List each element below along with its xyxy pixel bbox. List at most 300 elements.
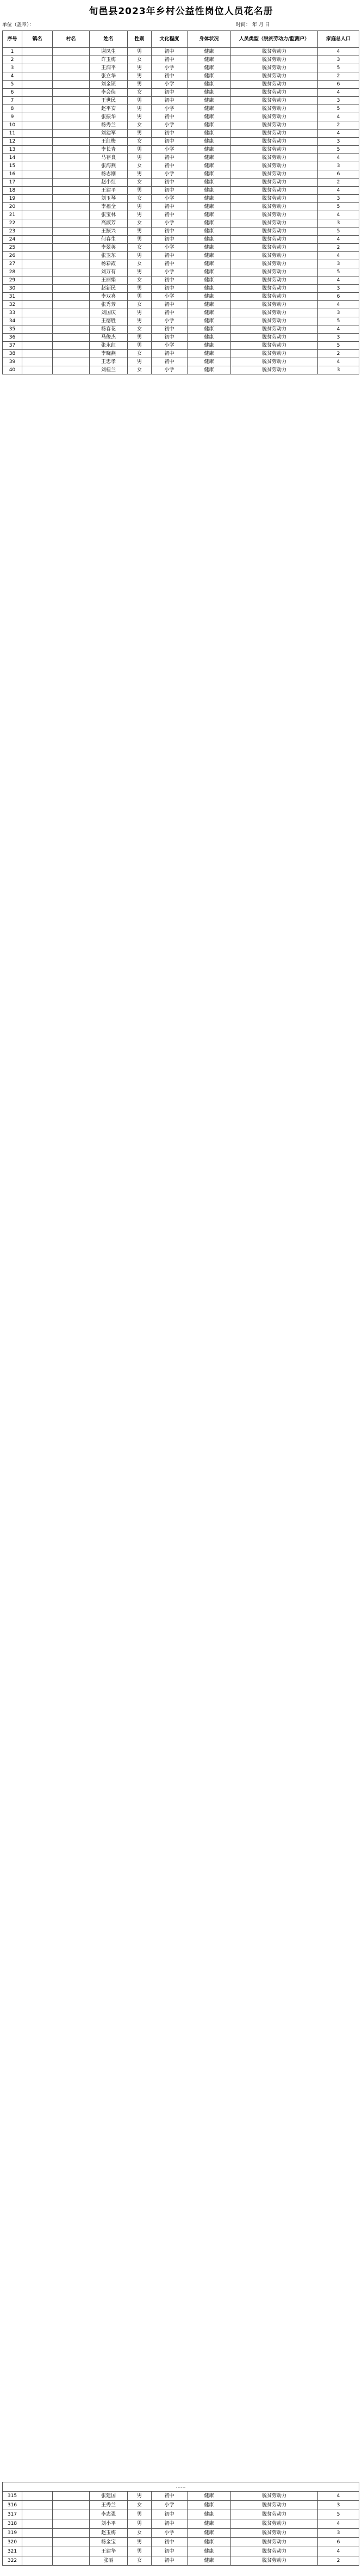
- cell-no: 27: [3, 260, 22, 268]
- cell-no: 26: [3, 252, 22, 260]
- cell-family: 4: [318, 301, 359, 309]
- cell-no: 9: [3, 113, 22, 121]
- cell-sex: 男: [128, 236, 152, 244]
- cell-town: [22, 260, 53, 268]
- table-row: [3, 130, 359, 138]
- cell-no: 17: [3, 179, 22, 187]
- cell-sex: 男: [128, 187, 152, 195]
- cell-no: 24: [3, 236, 22, 244]
- cell-name: 杨秀兰: [90, 121, 128, 130]
- cell-health: 健康: [188, 179, 231, 187]
- table-row: [3, 195, 359, 203]
- cell-edu: 初中: [152, 130, 188, 138]
- cell-type: 脱贫劳动力: [231, 2547, 318, 2556]
- cell-town: [22, 285, 53, 293]
- cell-family: 2: [318, 350, 359, 358]
- cell-health: 健康: [188, 56, 231, 64]
- cell-village: [53, 350, 90, 358]
- cell-village: [53, 154, 90, 162]
- cell-name: 李翠英: [90, 244, 128, 252]
- table-row: [3, 154, 359, 162]
- cell-sex: 男: [128, 203, 152, 211]
- cell-town: [22, 358, 53, 366]
- cell-edu: 初中: [152, 2547, 188, 2556]
- cell-edu: 初中: [152, 358, 188, 366]
- cell-type: 脱贫劳动力: [231, 366, 318, 374]
- cell-sex: 男: [128, 358, 152, 366]
- cell-family: 4: [318, 113, 359, 121]
- cell-no: 32: [3, 301, 22, 309]
- cell-village: [53, 2519, 90, 2529]
- cell-town: [22, 268, 53, 276]
- cell-health: 健康: [188, 195, 231, 203]
- cell-no: 2: [3, 56, 22, 64]
- cell-family: 4: [318, 2519, 359, 2529]
- cell-edu: 初中: [152, 334, 188, 342]
- table-row: [3, 89, 359, 97]
- cell-no: 6: [3, 89, 22, 97]
- cell-edu: 初中: [152, 276, 188, 285]
- cell-edu: 初中: [152, 187, 188, 195]
- cell-name: 杨志刚: [90, 170, 128, 179]
- cell-village: [53, 301, 90, 309]
- table-row: [3, 2519, 359, 2529]
- cell-family: 3: [318, 309, 359, 317]
- cell-edu: 小学: [152, 2501, 188, 2510]
- cell-family: 4: [318, 325, 359, 334]
- cell-edu: 初中: [152, 211, 188, 219]
- cell-type: 脱贫劳动力: [231, 276, 318, 285]
- cell-family: 5: [318, 64, 359, 72]
- cell-name: 张丽: [90, 2556, 128, 2566]
- cell-family: 3: [318, 260, 359, 268]
- cell-health: 健康: [188, 138, 231, 146]
- cell-village: [53, 179, 90, 187]
- cell-sex: 女: [128, 195, 152, 203]
- cell-edu: 初中: [152, 236, 188, 244]
- cell-type: 脱贫劳动力: [231, 203, 318, 211]
- table-row: [3, 228, 359, 236]
- cell-health: 健康: [188, 72, 231, 81]
- cell-town: [22, 154, 53, 162]
- cell-village: [53, 309, 90, 317]
- cell-health: 健康: [188, 317, 231, 325]
- cell-health: 健康: [188, 228, 231, 236]
- cell-health: 健康: [188, 342, 231, 350]
- cell-type: 脱贫劳动力: [231, 64, 318, 72]
- cell-village: [53, 325, 90, 334]
- cell-sex: 男: [128, 81, 152, 89]
- cell-edu: 初中: [152, 113, 188, 121]
- cell-town: [22, 350, 53, 358]
- cell-sex: 男: [128, 113, 152, 121]
- cell-name: 张建国: [90, 2492, 128, 2501]
- cell-town: [22, 236, 53, 244]
- cell-family: 2: [318, 121, 359, 130]
- table-row: [3, 2501, 359, 2510]
- cell-name: 谢凤生: [90, 48, 128, 56]
- cell-family: 3: [318, 366, 359, 374]
- cell-health: 健康: [188, 350, 231, 358]
- cell-edu: 初中: [152, 309, 188, 317]
- cell-no: 28: [3, 268, 22, 276]
- cell-edu: 小学: [152, 170, 188, 179]
- cell-town: [22, 72, 53, 81]
- cell-no: 35: [3, 325, 22, 334]
- cell-type: 脱贫劳动力: [231, 72, 318, 81]
- cell-name: 许玉梅: [90, 56, 128, 64]
- cell-sex: 男: [128, 342, 152, 350]
- cell-type: 脱贫劳动力: [231, 260, 318, 268]
- cell-name: 马俊杰: [90, 334, 128, 342]
- cell-village: [53, 252, 90, 260]
- cell-edu: 初中: [152, 285, 188, 293]
- cell-village: [53, 97, 90, 105]
- cell-health: 健康: [188, 260, 231, 268]
- cell-village: [53, 195, 90, 203]
- cell-health: 健康: [188, 293, 231, 301]
- table-row: [3, 366, 359, 374]
- cell-type: 脱贫劳动力: [231, 2519, 318, 2529]
- cell-no: 11: [3, 130, 22, 138]
- cell-health: 健康: [188, 2556, 231, 2566]
- cell-family: 6: [318, 81, 359, 89]
- cell-sex: 男: [128, 2492, 152, 2501]
- cell-health: 健康: [188, 211, 231, 219]
- cell-town: [22, 2556, 53, 2566]
- cell-village: [53, 146, 90, 154]
- cell-town: [22, 252, 53, 260]
- table-row: [3, 187, 359, 195]
- cell-type: 脱贫劳动力: [231, 121, 318, 130]
- cell-family: 6: [318, 2538, 359, 2547]
- cell-type: 脱贫劳动力: [231, 48, 318, 56]
- cell-sex: 女: [128, 2556, 152, 2566]
- cell-edu: 初中: [152, 2538, 188, 2547]
- cell-edu: 小学: [152, 195, 188, 203]
- cell-village: [53, 2510, 90, 2519]
- cell-sex: 男: [128, 268, 152, 276]
- cell-type: 脱贫劳动力: [231, 285, 318, 293]
- cell-edu: 初中: [152, 138, 188, 146]
- table-row: [3, 146, 359, 154]
- cell-sex: 女: [128, 301, 152, 309]
- cell-town: [22, 325, 53, 334]
- cell-sex: 女: [128, 89, 152, 97]
- cell-sex: 男: [128, 154, 152, 162]
- cell-family: 4: [318, 2492, 359, 2501]
- cell-village: [53, 89, 90, 97]
- cell-village: [53, 187, 90, 195]
- cell-name: 李会侠: [90, 89, 128, 97]
- table-row: [3, 2529, 359, 2538]
- cell-village: [53, 2556, 90, 2566]
- cell-health: 健康: [188, 48, 231, 56]
- cell-family: 3: [318, 2501, 359, 2510]
- cell-name: 杨春花: [90, 325, 128, 334]
- cell-family: 4: [318, 252, 359, 260]
- header-sex: 性别: [128, 31, 152, 48]
- cell-sex: 女: [128, 138, 152, 146]
- cell-edu: 小学: [152, 64, 188, 72]
- cell-town: [22, 138, 53, 146]
- cell-sex: 女: [128, 325, 152, 334]
- cell-sex: 女: [128, 260, 152, 268]
- cell-no: 8: [3, 105, 22, 113]
- cell-family: 4: [318, 187, 359, 195]
- cell-family: 3: [318, 195, 359, 203]
- cell-health: 健康: [188, 81, 231, 89]
- cell-village: [53, 2538, 90, 2547]
- cell-type: 脱贫劳动力: [231, 195, 318, 203]
- cell-name: 赵玉梅: [90, 2529, 128, 2538]
- cell-sex: 男: [128, 317, 152, 325]
- cell-town: [22, 56, 53, 64]
- header-no: 序号: [3, 31, 22, 48]
- cell-village: [53, 2501, 90, 2510]
- cell-edu: 初中: [152, 2556, 188, 2566]
- cell-village: [53, 342, 90, 350]
- table-row: [3, 81, 359, 89]
- cell-no: 39: [3, 358, 22, 366]
- table-row: [3, 358, 359, 366]
- cell-family: 4: [318, 2547, 359, 2556]
- cell-no: 4: [3, 72, 22, 81]
- cell-edu: 初中: [152, 89, 188, 97]
- cell-name: 王建华: [90, 2547, 128, 2556]
- cell-name: 李福全: [90, 203, 128, 211]
- cell-health: 健康: [188, 285, 231, 293]
- table-row: [3, 285, 359, 293]
- cell-town: [22, 187, 53, 195]
- cell-sex: 男: [128, 146, 152, 154]
- cell-health: 健康: [188, 2501, 231, 2510]
- cell-no: 22: [3, 219, 22, 228]
- header-type: 人员类型（脱贫劳动力/监测户）: [231, 31, 318, 48]
- cell-village: [53, 244, 90, 252]
- cell-village: [53, 285, 90, 293]
- cell-sex: 男: [128, 97, 152, 105]
- cell-edu: 小学: [152, 121, 188, 130]
- cell-village: [53, 268, 90, 276]
- table-row: [3, 97, 359, 105]
- cell-town: [22, 244, 53, 252]
- table-row: [3, 309, 359, 317]
- cell-family: 4: [318, 236, 359, 244]
- cell-edu: 初中: [152, 48, 188, 56]
- cell-type: 脱贫劳动力: [231, 130, 318, 138]
- cell-type: 脱贫劳动力: [231, 325, 318, 334]
- cell-village: [53, 260, 90, 268]
- cell-health: 健康: [188, 276, 231, 285]
- cell-type: 脱贫劳动力: [231, 268, 318, 276]
- cell-town: [22, 2529, 53, 2538]
- header-family: 家庭总人口: [318, 31, 359, 48]
- table-row: [3, 2510, 359, 2519]
- cell-family: 3: [318, 56, 359, 64]
- cell-edu: 初中: [152, 203, 188, 211]
- cell-type: 脱贫劳动力: [231, 146, 318, 154]
- cell-town: [22, 342, 53, 350]
- cell-sex: 女: [128, 121, 152, 130]
- cell-type: 脱贫劳动力: [231, 211, 318, 219]
- cell-no: 319: [3, 2529, 22, 2538]
- cell-family: 5: [318, 317, 359, 325]
- cell-town: [22, 366, 53, 374]
- cell-family: 4: [318, 89, 359, 97]
- cell-sex: 男: [128, 211, 152, 219]
- cell-edu: 小学: [152, 366, 188, 374]
- cell-village: [53, 293, 90, 301]
- cell-name: 李志强: [90, 2510, 128, 2519]
- cell-edu: 小学: [152, 2529, 188, 2538]
- cell-sex: 男: [128, 334, 152, 342]
- cell-health: 健康: [188, 268, 231, 276]
- cell-town: [22, 334, 53, 342]
- table-row: [3, 211, 359, 219]
- cell-town: [22, 195, 53, 203]
- table-row: [3, 244, 359, 252]
- cell-village: [53, 2492, 90, 2501]
- table-row: [3, 334, 359, 342]
- table-header-row: [3, 31, 359, 48]
- table-tail-body: [3, 2482, 359, 2566]
- cell-town: [22, 317, 53, 325]
- cell-type: 脱贫劳动力: [231, 342, 318, 350]
- cell-type: 脱贫劳动力: [231, 2510, 318, 2519]
- cell-town: [22, 64, 53, 72]
- cell-type: 脱贫劳动力: [231, 162, 318, 170]
- cell-name: 赵小红: [90, 179, 128, 187]
- cell-family: 3: [318, 162, 359, 170]
- table-row: [3, 2492, 359, 2501]
- cell-type: 脱贫劳动力: [231, 244, 318, 252]
- cell-health: 健康: [188, 219, 231, 228]
- cell-sex: 男: [128, 105, 152, 113]
- cell-name: 王润平: [90, 64, 128, 72]
- cell-edu: 初中: [152, 162, 188, 170]
- table-row: [3, 105, 359, 113]
- cell-village: [53, 236, 90, 244]
- cell-no: 322: [3, 2556, 22, 2566]
- cell-name: 王丽娟: [90, 276, 128, 285]
- cell-family: 5: [318, 342, 359, 350]
- table-row: [3, 252, 359, 260]
- cell-type: 脱贫劳动力: [231, 334, 318, 342]
- cell-family: 3: [318, 97, 359, 105]
- cell-no: 19: [3, 195, 22, 203]
- cell-name: 王世民: [90, 97, 128, 105]
- cell-name: 刘桂兰: [90, 366, 128, 374]
- cell-village: [53, 170, 90, 179]
- cell-no: 33: [3, 309, 22, 317]
- cell-edu: 初中: [152, 350, 188, 358]
- cell-type: 脱贫劳动力: [231, 105, 318, 113]
- cell-health: 健康: [188, 146, 231, 154]
- cell-name: 王德胜: [90, 317, 128, 325]
- cell-name: 王红梅: [90, 138, 128, 146]
- cell-village: [53, 366, 90, 374]
- cell-sex: 男: [128, 48, 152, 56]
- table-row: [3, 325, 359, 334]
- cell-no: 23: [3, 228, 22, 236]
- cell-town: [22, 276, 53, 285]
- table-row: [3, 236, 359, 244]
- cell-sex: 男: [128, 293, 152, 301]
- cell-health: 健康: [188, 162, 231, 170]
- cell-type: 脱贫劳动力: [231, 219, 318, 228]
- cell-village: [53, 2547, 90, 2556]
- cell-name: 李晓燕: [90, 350, 128, 358]
- cell-no: 34: [3, 317, 22, 325]
- cell-town: [22, 121, 53, 130]
- cell-type: 脱贫劳动力: [231, 2529, 318, 2538]
- cell-family: 3: [318, 2529, 359, 2538]
- cell-type: 脱贫劳动力: [231, 2492, 318, 2501]
- cell-name: 张永红: [90, 342, 128, 350]
- table-row: [3, 72, 359, 81]
- table-row: [3, 121, 359, 130]
- cell-sex: 男: [128, 252, 152, 260]
- cell-name: 张海燕: [90, 162, 128, 170]
- header-town: 镇名: [22, 31, 53, 48]
- cell-sex: 男: [128, 130, 152, 138]
- cell-family: 3: [318, 285, 359, 293]
- cell-edu: 初中: [152, 72, 188, 81]
- cell-family: 4: [318, 358, 359, 366]
- cell-no: 20: [3, 203, 22, 211]
- cell-no: 30: [3, 285, 22, 293]
- cell-town: [22, 48, 53, 56]
- cell-village: [53, 64, 90, 72]
- page-title: 旬邑县2023年乡村公益性岗位人员花名册: [89, 6, 273, 17]
- cell-sex: 女: [128, 2501, 152, 2510]
- cell-edu: 小学: [152, 293, 188, 301]
- cell-no: 12: [3, 138, 22, 146]
- cell-type: 脱贫劳动力: [231, 81, 318, 89]
- table-row: [3, 48, 359, 56]
- cell-family: 4: [318, 48, 359, 56]
- cell-edu: 初中: [152, 228, 188, 236]
- cell-name: 李双喜: [90, 293, 128, 301]
- cell-type: 脱贫劳动力: [231, 138, 318, 146]
- cell-town: [22, 146, 53, 154]
- cell-family: 4: [318, 130, 359, 138]
- cell-family: 5: [318, 228, 359, 236]
- cell-name: 王建平: [90, 187, 128, 195]
- cell-type: 脱贫劳动力: [231, 89, 318, 97]
- cell-type: 脱贫劳动力: [231, 2501, 318, 2510]
- cell-health: 健康: [188, 2529, 231, 2538]
- cell-health: 健康: [188, 325, 231, 334]
- cell-name: 张卫东: [90, 252, 128, 260]
- table-row: [3, 268, 359, 276]
- roster-table-tail: [2, 2482, 359, 2566]
- cell-name: 何春生: [90, 236, 128, 244]
- cell-health: 健康: [188, 236, 231, 244]
- cell-family: 3: [318, 138, 359, 146]
- table-row: [3, 317, 359, 325]
- cell-town: [22, 228, 53, 236]
- cell-no: 315: [3, 2492, 22, 2501]
- cell-village: [53, 2529, 90, 2538]
- cell-town: [22, 301, 53, 309]
- cell-town: [22, 293, 53, 301]
- cell-health: 健康: [188, 2547, 231, 2556]
- cell-edu: 小学: [152, 146, 188, 154]
- cell-edu: 小学: [152, 81, 188, 89]
- cell-no: 321: [3, 2547, 22, 2556]
